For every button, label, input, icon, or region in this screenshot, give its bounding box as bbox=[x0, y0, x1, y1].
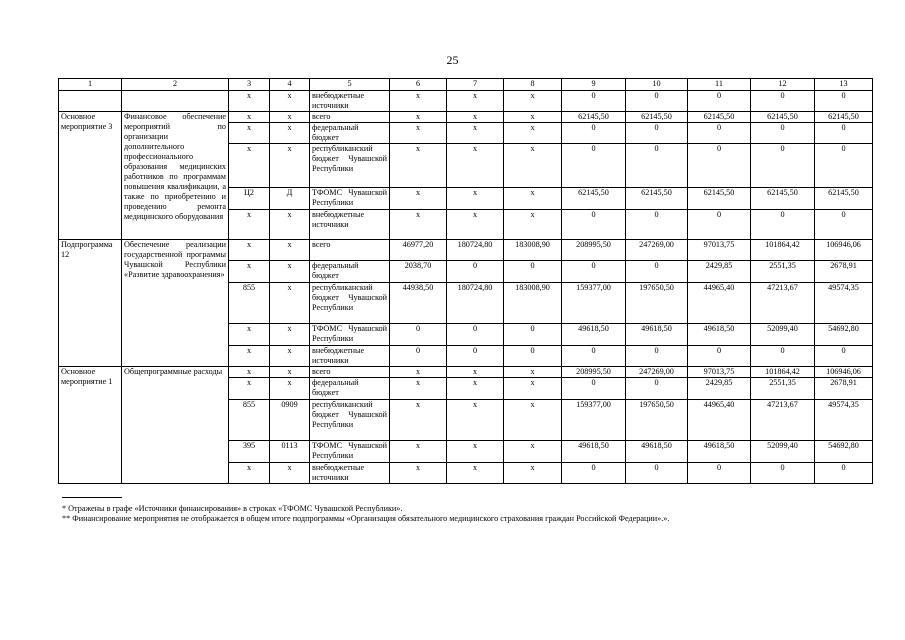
value-cell: 0 bbox=[751, 210, 815, 240]
value-cell: 0 bbox=[688, 144, 751, 188]
value-cell: 49618,50 bbox=[688, 324, 751, 346]
value-cell: 62145,50 bbox=[562, 188, 626, 210]
table-row bbox=[59, 367, 873, 378]
value-cell: 101864,42 bbox=[751, 367, 815, 378]
value-cell: 44938,50 bbox=[390, 283, 447, 324]
value-cell: 0 bbox=[447, 346, 504, 367]
value-cell: x bbox=[447, 367, 504, 378]
header-cell: 1 bbox=[59, 79, 122, 91]
value-cell: 180724,80 bbox=[447, 283, 504, 324]
header-cell: 11 bbox=[688, 79, 751, 91]
source-cell: ТФОМС Чувашской Республики bbox=[310, 324, 390, 346]
value-cell: 0 bbox=[751, 144, 815, 188]
value-cell: 52099,40 bbox=[751, 324, 815, 346]
value-cell: x bbox=[270, 123, 310, 144]
value-cell: x bbox=[504, 112, 562, 123]
value-cell: x bbox=[229, 91, 270, 112]
value-cell: 62145,50 bbox=[815, 112, 873, 123]
value-cell: x bbox=[229, 346, 270, 367]
value-cell: 0 bbox=[626, 346, 688, 367]
value-cell: x bbox=[390, 400, 447, 441]
header-cell: 6 bbox=[390, 79, 447, 91]
value-cell: 49618,50 bbox=[562, 441, 626, 463]
value-cell: 0 bbox=[504, 261, 562, 283]
value-cell: 0 bbox=[562, 463, 626, 484]
value-cell: x bbox=[270, 346, 310, 367]
value-cell: 49574,35 bbox=[815, 283, 873, 324]
value-cell: 0 bbox=[626, 91, 688, 112]
value-cell: 2429,85 bbox=[688, 261, 751, 283]
value-cell: 855 bbox=[229, 283, 270, 324]
value-cell: x bbox=[270, 112, 310, 123]
source-cell: республиканский бюджет Чувашской Республики bbox=[310, 283, 390, 324]
value-cell: 62145,50 bbox=[688, 112, 751, 123]
item-code-cell: Основное мероприятие 1 bbox=[59, 367, 122, 484]
value-cell: x bbox=[390, 188, 447, 210]
value-cell: x bbox=[390, 144, 447, 188]
value-cell: x bbox=[270, 283, 310, 324]
item-code-cell bbox=[59, 91, 122, 112]
value-cell: 159377,00 bbox=[562, 283, 626, 324]
source-cell: республиканский бюджет Чувашской Республики bbox=[310, 144, 390, 188]
item-code-cell: Подпрограмма 12 bbox=[59, 240, 122, 367]
value-cell: x bbox=[229, 240, 270, 261]
value-cell: 62145,50 bbox=[688, 188, 751, 210]
value-cell: x bbox=[447, 463, 504, 484]
value-cell: x bbox=[270, 210, 310, 240]
value-cell: x bbox=[447, 91, 504, 112]
value-cell: 0 bbox=[390, 346, 447, 367]
value-cell: x bbox=[229, 112, 270, 123]
value-cell: 2678,91 bbox=[815, 378, 873, 400]
value-cell: 0 bbox=[626, 261, 688, 283]
value-cell: 855 bbox=[229, 400, 270, 441]
value-cell: x bbox=[504, 188, 562, 210]
item-title-cell bbox=[122, 91, 229, 112]
value-cell: 208995,50 bbox=[562, 240, 626, 261]
value-cell: x bbox=[229, 324, 270, 346]
value-cell: x bbox=[229, 261, 270, 283]
table-row bbox=[59, 91, 873, 112]
value-cell: 0 bbox=[751, 463, 815, 484]
value-cell: 0 bbox=[815, 123, 873, 144]
value-cell: 0 bbox=[751, 91, 815, 112]
value-cell: 0 bbox=[626, 210, 688, 240]
value-cell: x bbox=[390, 112, 447, 123]
value-cell: x bbox=[447, 144, 504, 188]
value-cell: 0113 bbox=[270, 441, 310, 463]
value-cell: x bbox=[504, 441, 562, 463]
source-cell: внебюджетные источники bbox=[310, 210, 390, 240]
table-header-row bbox=[59, 79, 873, 91]
source-cell: федеральный бюджет bbox=[310, 378, 390, 400]
value-cell: x bbox=[390, 367, 447, 378]
value-cell: 62145,50 bbox=[626, 188, 688, 210]
source-cell: внебюджетные источники bbox=[310, 346, 390, 367]
footnote-separator bbox=[62, 497, 122, 498]
value-cell: x bbox=[270, 324, 310, 346]
value-cell: 0 bbox=[688, 91, 751, 112]
value-cell: 0 bbox=[562, 210, 626, 240]
value-cell: 247269,00 bbox=[626, 367, 688, 378]
value-cell: Ц2 bbox=[229, 188, 270, 210]
value-cell: x bbox=[390, 210, 447, 240]
page-number: 25 bbox=[446, 53, 459, 67]
value-cell: x bbox=[504, 123, 562, 144]
table-row bbox=[59, 240, 873, 261]
value-cell: x bbox=[270, 240, 310, 261]
financing-table bbox=[58, 78, 873, 484]
source-cell: всего bbox=[310, 367, 390, 378]
value-cell: x bbox=[270, 261, 310, 283]
header-cell: 3 bbox=[229, 79, 270, 91]
value-cell: 106946,06 bbox=[815, 367, 873, 378]
source-cell: внебюджетные источники bbox=[310, 91, 390, 112]
value-cell: x bbox=[229, 123, 270, 144]
value-cell: 0 bbox=[504, 324, 562, 346]
value-cell: 49574,35 bbox=[815, 400, 873, 441]
value-cell: 2551,35 bbox=[751, 261, 815, 283]
value-cell: 2678,91 bbox=[815, 261, 873, 283]
source-cell: федеральный бюджет bbox=[310, 261, 390, 283]
value-cell: 0 bbox=[504, 346, 562, 367]
value-cell: 62145,50 bbox=[815, 188, 873, 210]
header-cell: 9 bbox=[562, 79, 626, 91]
value-cell: x bbox=[390, 123, 447, 144]
value-cell: 0 bbox=[562, 378, 626, 400]
value-cell: x bbox=[504, 378, 562, 400]
value-cell: x bbox=[504, 144, 562, 188]
source-cell: внебюджетные источники bbox=[310, 463, 390, 484]
value-cell: 0 bbox=[562, 91, 626, 112]
value-cell: 47213,67 bbox=[751, 283, 815, 324]
value-cell: 2551,35 bbox=[751, 378, 815, 400]
value-cell: x bbox=[447, 378, 504, 400]
value-cell: 0 bbox=[815, 210, 873, 240]
value-cell: 52099,40 bbox=[751, 441, 815, 463]
value-cell: 47213,67 bbox=[751, 400, 815, 441]
value-cell: 197650,50 bbox=[626, 283, 688, 324]
value-cell: 101864,42 bbox=[751, 240, 815, 261]
source-cell: республиканский бюджет Чувашской Республики bbox=[310, 400, 390, 441]
footnote-2: ** Финансирование мероприятия не отображается в общем итоге подпрограммы «Организация обязательного медицинского страхования граждан Российской Федерации».». bbox=[62, 514, 670, 523]
value-cell: 0 bbox=[751, 123, 815, 144]
source-cell: всего bbox=[310, 240, 390, 261]
header-cell: 7 bbox=[447, 79, 504, 91]
value-cell: 0 bbox=[626, 378, 688, 400]
header-cell: 10 bbox=[626, 79, 688, 91]
value-cell: x bbox=[504, 210, 562, 240]
value-cell: x bbox=[270, 91, 310, 112]
header-cell: 5 bbox=[310, 79, 390, 91]
value-cell: 180724,80 bbox=[447, 240, 504, 261]
value-cell: x bbox=[229, 367, 270, 378]
value-cell: x bbox=[229, 463, 270, 484]
value-cell: x bbox=[390, 441, 447, 463]
value-cell: 62145,50 bbox=[751, 188, 815, 210]
value-cell: 0 bbox=[390, 324, 447, 346]
value-cell: Д bbox=[270, 188, 310, 210]
value-cell: 183008,90 bbox=[504, 240, 562, 261]
value-cell: 49618,50 bbox=[626, 324, 688, 346]
value-cell: x bbox=[504, 400, 562, 441]
value-cell: x bbox=[504, 367, 562, 378]
value-cell: 97013,75 bbox=[688, 240, 751, 261]
item-title-cell: Общепрограммные расходы bbox=[122, 367, 229, 484]
value-cell: 0 bbox=[815, 463, 873, 484]
value-cell: x bbox=[229, 210, 270, 240]
value-cell: 197650,50 bbox=[626, 400, 688, 441]
value-cell: x bbox=[447, 123, 504, 144]
value-cell: 2429,85 bbox=[688, 378, 751, 400]
value-cell: 49618,50 bbox=[562, 324, 626, 346]
value-cell: 2038,70 bbox=[390, 261, 447, 283]
value-cell: 0 bbox=[626, 144, 688, 188]
value-cell: x bbox=[390, 378, 447, 400]
item-title-cell: Обеспечение реализации государственной программы Чувашской Республики «Развитие здравоохранения» bbox=[122, 240, 229, 367]
table-row bbox=[59, 112, 873, 123]
value-cell: x bbox=[270, 144, 310, 188]
value-cell: 49618,50 bbox=[626, 441, 688, 463]
value-cell: x bbox=[447, 400, 504, 441]
value-cell: 0 bbox=[751, 346, 815, 367]
value-cell: 0 bbox=[815, 144, 873, 188]
value-cell: 0 bbox=[562, 123, 626, 144]
value-cell: 0 bbox=[447, 261, 504, 283]
value-cell: 0 bbox=[626, 463, 688, 484]
value-cell: 62145,50 bbox=[626, 112, 688, 123]
value-cell: 0 bbox=[688, 210, 751, 240]
value-cell: 208995,50 bbox=[562, 367, 626, 378]
value-cell: 54692,80 bbox=[815, 441, 873, 463]
value-cell: 0 bbox=[688, 463, 751, 484]
value-cell: 0 bbox=[688, 346, 751, 367]
value-cell: 0 bbox=[562, 261, 626, 283]
value-cell: 62145,50 bbox=[562, 112, 626, 123]
source-cell: ТФОМС Чувашской Республики bbox=[310, 188, 390, 210]
item-title-cell: Финансовое обеспечение мероприятий по организации дополнительного профессионального образования медицинских работников по программам повышения квалификации, а также по приобретению и проведению ремонта медицинского оборудования bbox=[122, 112, 229, 240]
value-cell: 247269,00 bbox=[626, 240, 688, 261]
value-cell: 159377,00 bbox=[562, 400, 626, 441]
item-code-cell: Основное мероприятие 3 bbox=[59, 112, 122, 240]
source-cell: всего bbox=[310, 112, 390, 123]
value-cell: 49618,50 bbox=[688, 441, 751, 463]
value-cell: 0 bbox=[562, 346, 626, 367]
header-cell: 2 bbox=[122, 79, 229, 91]
value-cell: 0 bbox=[562, 144, 626, 188]
value-cell: x bbox=[504, 463, 562, 484]
value-cell: 0 bbox=[447, 324, 504, 346]
value-cell: x bbox=[447, 441, 504, 463]
header-cell: 12 bbox=[751, 79, 815, 91]
value-cell: x bbox=[504, 91, 562, 112]
footnote-1: * Отражены в графе «Источники финансирования» в строках «ТФОМС Чувашской Республики». bbox=[62, 504, 403, 513]
value-cell: x bbox=[270, 463, 310, 484]
value-cell: 46977,20 bbox=[390, 240, 447, 261]
value-cell: 0 bbox=[815, 346, 873, 367]
value-cell: 44965,40 bbox=[688, 400, 751, 441]
value-cell: 44965,40 bbox=[688, 283, 751, 324]
header-cell: 4 bbox=[270, 79, 310, 91]
value-cell: 395 bbox=[229, 441, 270, 463]
value-cell: x bbox=[447, 112, 504, 123]
header-cell: 8 bbox=[504, 79, 562, 91]
value-cell: x bbox=[447, 188, 504, 210]
value-cell: x bbox=[229, 144, 270, 188]
value-cell: x bbox=[390, 463, 447, 484]
source-cell: федеральный бюджет bbox=[310, 123, 390, 144]
value-cell: 54692,80 bbox=[815, 324, 873, 346]
value-cell: x bbox=[447, 210, 504, 240]
header-cell: 13 bbox=[815, 79, 873, 91]
value-cell: 0 bbox=[815, 91, 873, 112]
value-cell: 106946,06 bbox=[815, 240, 873, 261]
value-cell: 0 bbox=[626, 123, 688, 144]
value-cell: 62145,50 bbox=[751, 112, 815, 123]
value-cell: x bbox=[229, 378, 270, 400]
source-cell: ТФОМС Чувашской Республики bbox=[310, 441, 390, 463]
value-cell: x bbox=[270, 378, 310, 400]
value-cell: 97013,75 bbox=[688, 367, 751, 378]
value-cell: 0 bbox=[688, 123, 751, 144]
value-cell: x bbox=[390, 91, 447, 112]
value-cell: 183008,90 bbox=[504, 283, 562, 324]
value-cell: 0909 bbox=[270, 400, 310, 441]
value-cell: x bbox=[270, 367, 310, 378]
footnotes bbox=[62, 497, 669, 524]
